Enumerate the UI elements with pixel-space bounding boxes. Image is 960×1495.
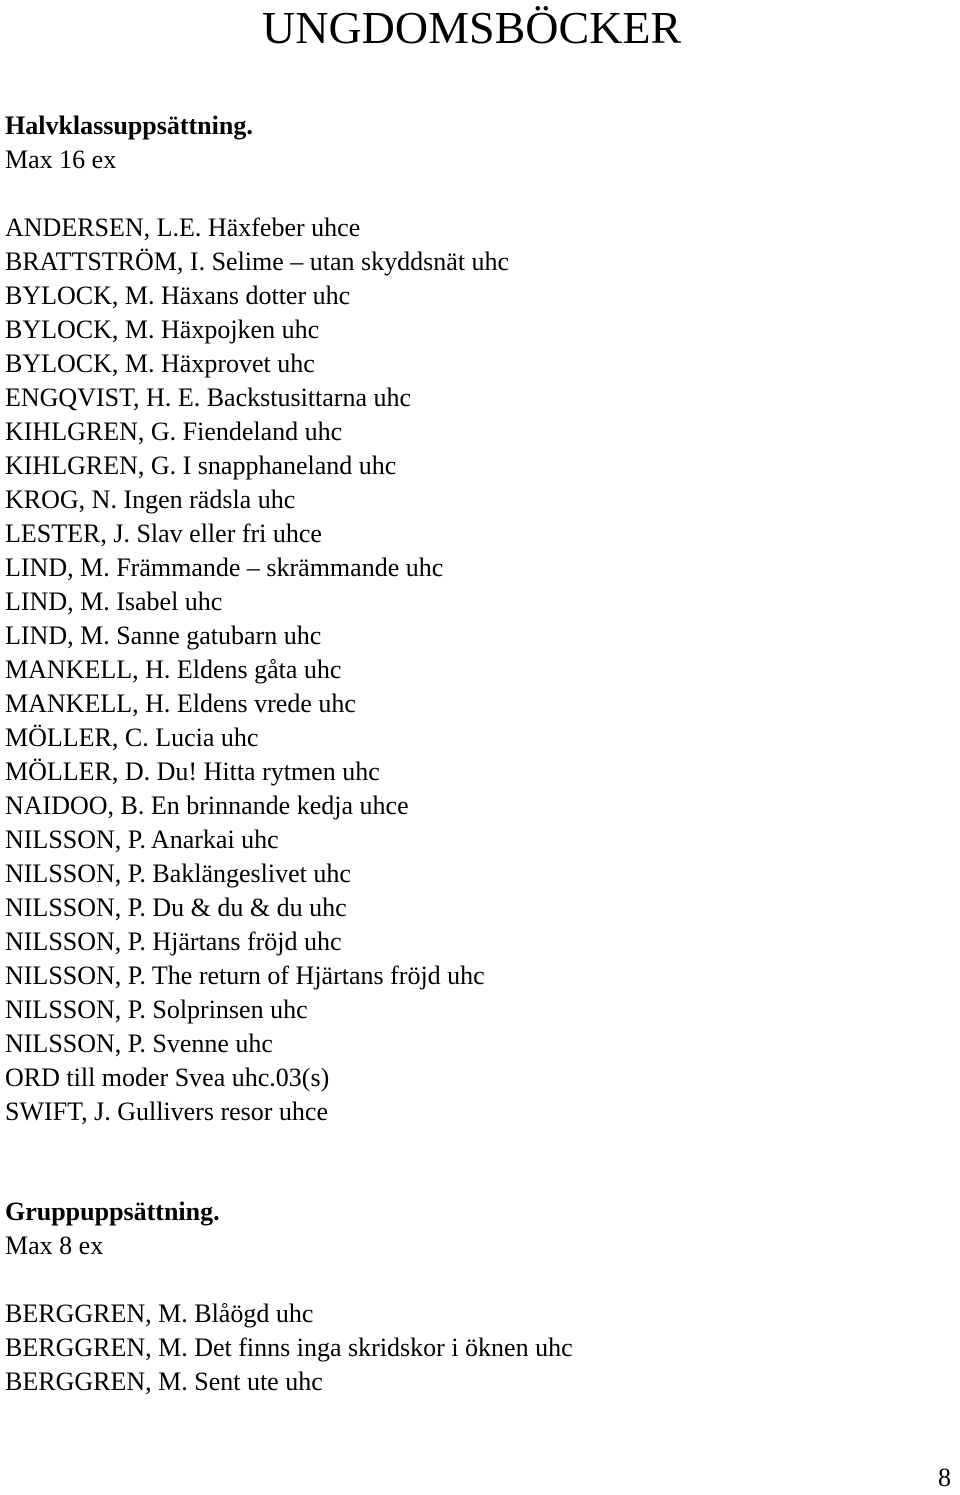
book-item: LESTER, J. Slav eller fri uhce [5, 519, 322, 548]
section-halvklass [5, 109, 945, 1129]
book-item: KIHLGREN, G. I snapphaneland uhc [5, 451, 397, 480]
book-item: NILSSON, P. Svenne uhc [5, 1029, 273, 1058]
book-list [5, 1297, 945, 1399]
book-item: MANKELL, H. Eldens gåta uhc [5, 655, 342, 684]
book-item: LIND, M. Isabel uhc [5, 587, 223, 616]
section-heading: Halvklassuppsättning. [5, 111, 253, 140]
book-item: BRATTSTRÖM, I. Selime – utan skyddsnät uhc [5, 247, 510, 276]
book-item: LIND, M. Sanne gatubarn uhc [5, 621, 322, 650]
book-item: BERGGREN, M. Det finns inga skridskor i öknen uhc [5, 1333, 573, 1362]
book-item: MÖLLER, C. Lucia uhc [5, 723, 259, 752]
section-max: Max 16 ex [5, 145, 117, 174]
book-item: NAIDOO, B. En brinnande kedja uhce [5, 791, 409, 820]
page-title: UNGDOMSBÖCKER [262, 2, 682, 53]
section-heading: Gruppuppsättning. [5, 1197, 220, 1226]
book-item: MÖLLER, D. Du! Hitta rytmen uhc [5, 757, 380, 786]
book-item: BERGGREN, M. Sent ute uhc [5, 1367, 323, 1396]
spacer [5, 177, 945, 211]
book-item: ENGQVIST, H. E. Backstusittarna uhc [5, 383, 412, 412]
book-item: BYLOCK, M. Häxpojken uhc [5, 315, 320, 344]
section-max: Max 8 ex [5, 1231, 104, 1260]
book-item: LIND, M. Främmande – skrämmande uhc [5, 553, 444, 582]
book-item: NILSSON, P. Baklängeslivet uhc [5, 859, 351, 888]
book-item: KROG, N. Ingen rädsla uhc [5, 485, 296, 514]
book-item: NILSSON, P. Anarkai uhc [5, 825, 279, 854]
section-grupp [5, 1195, 945, 1399]
book-item: NILSSON, P. Solprinsen uhc [5, 995, 308, 1024]
book-item: BYLOCK, M. Häxans dotter uhc [5, 281, 351, 310]
book-item: ORD till moder Svea uhc.03(s) [5, 1063, 330, 1092]
book-item: NILSSON, P. Hjärtans fröjd uhc [5, 927, 342, 956]
book-item: BYLOCK, M. Häxprovet uhc [5, 349, 315, 378]
book-list [5, 211, 945, 1129]
book-item: NILSSON, P. The return of Hjärtans fröjd uhc [5, 961, 485, 990]
book-item: KIHLGREN, G. Fiendeland uhc [5, 417, 343, 446]
page-number: 8 [938, 1463, 951, 1492]
book-item: NILSSON, P. Du & du & du uhc [5, 893, 347, 922]
spacer [5, 1263, 945, 1297]
book-item: MANKELL, H. Eldens vrede uhc [5, 689, 356, 718]
book-item: ANDERSEN, L.E. Häxfeber uhce [5, 213, 361, 242]
book-item: BERGGREN, M. Blåögd uhc [5, 1299, 314, 1328]
book-item: SWIFT, J. Gullivers resor uhce [5, 1097, 329, 1126]
